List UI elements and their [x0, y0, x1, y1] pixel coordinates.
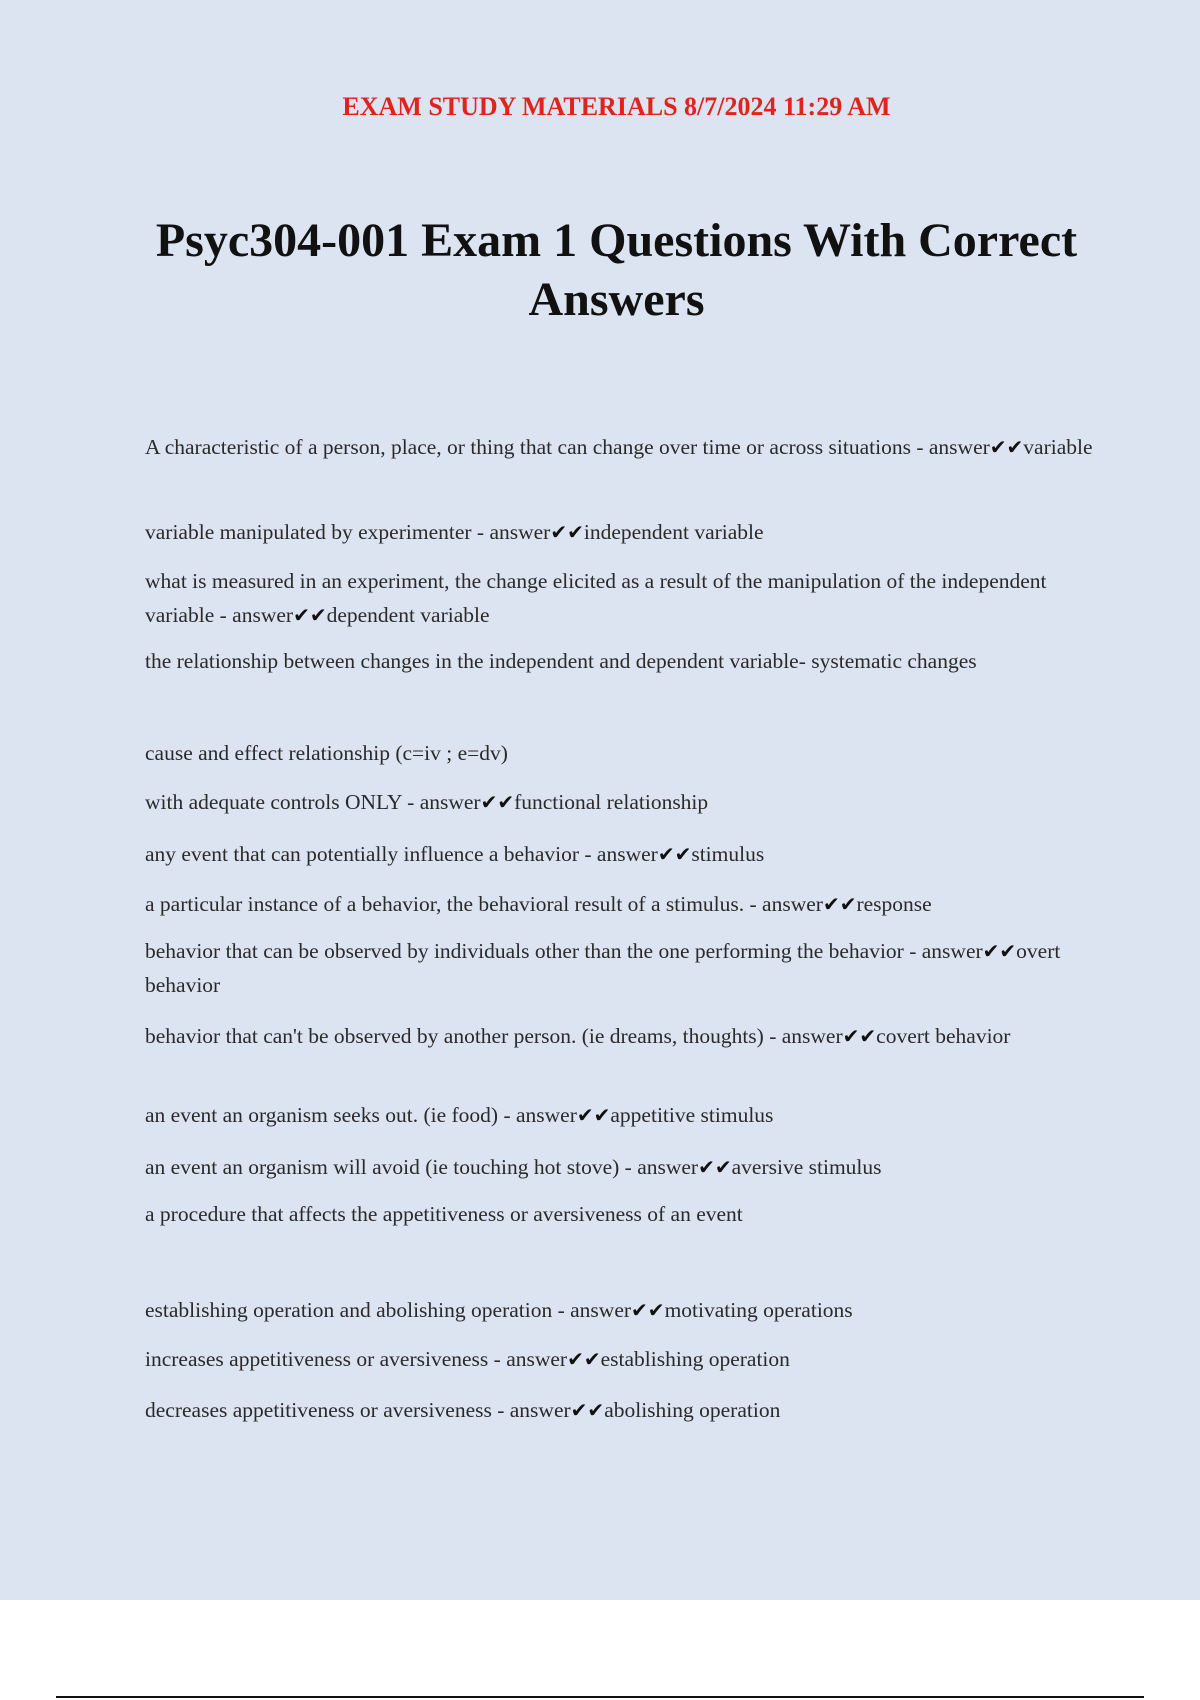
exam-banner: EXAM STUDY MATERIALS 8/7/2024 11:29 AM: [342, 92, 891, 121]
answer-text: aversive stimulus: [731, 1155, 882, 1179]
document-title: Psyc304-001 Exam 1 Questions With Correct Answers: [155, 214, 1078, 326]
double-check-icon: ✔✔: [982, 939, 1017, 963]
answer-text: stimulus: [691, 842, 765, 866]
double-check-icon: ✔✔: [550, 520, 584, 544]
answer-text: independent variable: [583, 520, 764, 544]
qa-item: [145, 430, 1095, 464]
double-check-icon: ✔✔: [989, 435, 1024, 459]
question-text: any event that can potentially influence a behavior: [145, 842, 579, 866]
qa-item: [145, 644, 1095, 678]
qa-item: [145, 1197, 1095, 1231]
question-text: an event an organism will avoid (ie touching hot stove): [145, 1155, 620, 1179]
qa-item: [145, 1293, 1095, 1327]
qa-item: [145, 515, 1095, 549]
qa-item: [145, 785, 1095, 819]
qa-item: [145, 887, 1095, 921]
double-check-icon: ✔✔: [631, 1298, 665, 1322]
answer-text: response: [856, 892, 932, 916]
answer-prefix: - answer: [552, 1298, 632, 1322]
qa-item: [145, 1150, 1095, 1184]
answer-prefix: - answer: [498, 1103, 577, 1127]
answer-prefix: - answer: [744, 892, 823, 916]
answer-prefix: - answer: [471, 520, 551, 544]
qa-item: [145, 934, 1095, 1002]
double-check-icon: ✔✔: [576, 1103, 611, 1127]
question-text: variable manipulated by experimenter: [145, 520, 472, 544]
answer-prefix: - answer: [903, 939, 983, 963]
answer-prefix: - answer: [763, 1024, 843, 1048]
question-text: increases appetitiveness or aversiveness: [145, 1347, 489, 1371]
double-check-icon: ✔✔: [657, 842, 692, 866]
footer-divider: [56, 1696, 1144, 1698]
question-text: behavior that can be observed by individuals other than the one performing the behavior: [145, 939, 904, 963]
question-text: the relationship between changes in the independent and dependent variable- systematic changes: [145, 649, 977, 673]
qa-item: [145, 1019, 1095, 1053]
answer-text: establishing operation: [600, 1347, 790, 1371]
question-text: an event an organism seeks out. (ie food): [145, 1103, 499, 1127]
question-text: a procedure that affects the appetitiveness or aversiveness of an event: [145, 1202, 743, 1226]
answer-prefix: - answer: [619, 1155, 699, 1179]
question-text: A characteristic of a person, place, or thing that can change over time or across situations: [145, 435, 911, 459]
answer-text: abolishing operation: [604, 1398, 781, 1422]
qa-item: [145, 837, 1095, 871]
qa-item: [145, 1098, 1095, 1132]
answer-text: dependent variable: [326, 603, 490, 627]
question-text: establishing operation and abolishing operation: [145, 1298, 553, 1322]
double-check-icon: ✔✔: [293, 603, 327, 627]
qa-item: [145, 1342, 1095, 1376]
answer-text: appetitive stimulus: [610, 1103, 774, 1127]
answer-text: variable: [1023, 435, 1093, 459]
question-text: a particular instance of a behavior, the behavioral result of a stimulus.: [145, 892, 745, 916]
answer-text: motivating operations: [664, 1298, 853, 1322]
question-text: what is measured in an experiment, the change elicited as a result of the manipulation of the independent variable: [145, 569, 1047, 627]
double-check-icon: ✔✔: [822, 892, 857, 916]
question-text: behavior that can't be observed by another person. (ie dreams, thoughts): [145, 1024, 764, 1048]
qa-item: [145, 736, 1095, 770]
question-text: with adequate controls ONLY: [145, 790, 402, 814]
answer-prefix: - answer: [491, 1398, 571, 1422]
answer-prefix: - answer: [488, 1347, 568, 1371]
answer-prefix: - answer: [401, 790, 481, 814]
answer-prefix: - answer: [910, 435, 990, 459]
double-check-icon: ✔✔: [570, 1398, 605, 1422]
question-text: cause and effect relationship (c=iv ; e=dv): [145, 741, 508, 765]
qa-item: [145, 1393, 1095, 1427]
answer-prefix: - answer: [579, 842, 658, 866]
double-check-icon: ✔✔: [698, 1155, 732, 1179]
double-check-icon: ✔✔: [842, 1024, 877, 1048]
answer-text: overt behavior: [145, 939, 1061, 997]
question-text: decreases appetitiveness or aversiveness: [145, 1398, 492, 1422]
answer-prefix: - answer: [214, 603, 294, 627]
answer-text: functional relationship: [514, 790, 709, 814]
answer-text: covert behavior: [876, 1024, 1011, 1048]
double-check-icon: ✔✔: [567, 1347, 601, 1371]
double-check-icon: ✔✔: [480, 790, 515, 814]
qa-item: [145, 564, 1095, 632]
